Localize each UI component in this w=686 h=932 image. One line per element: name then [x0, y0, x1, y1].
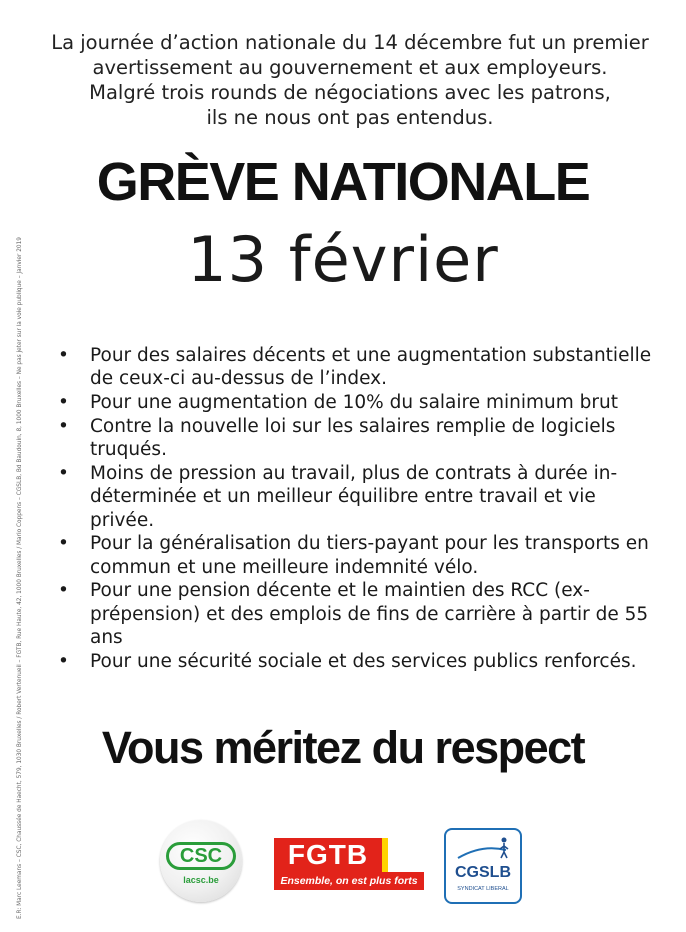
cgslb-figure-icon	[454, 836, 514, 862]
csc-logo-site: lacsc.be	[183, 875, 219, 885]
list-item	[58, 650, 658, 673]
list-item	[58, 462, 658, 532]
fgtb-logo-tagline: Ensemble, on est plus forts	[274, 872, 424, 890]
bullet-icon: •	[58, 580, 69, 602]
list-item	[58, 532, 658, 579]
intro-line: ils ne nous ont pas entendus.	[206, 106, 494, 129]
list-item	[58, 344, 658, 391]
demands-list	[58, 344, 658, 674]
bullet-icon: •	[58, 462, 69, 484]
fgtb-accent-bar	[382, 838, 388, 872]
list-item	[58, 391, 658, 414]
slogan: Vous méritez du respect	[101, 722, 585, 773]
cgslb-logo-subtitle: SYNDICAT LIBERAL	[457, 886, 509, 892]
bullet-icon: •	[58, 345, 69, 366]
csc-logo	[160, 820, 242, 902]
list-item-text: Pour une pension décente et le maintien des RCC (ex-prépension) et des emplois de fins de carrière à partir de 55 ans	[90, 580, 649, 649]
csc-logo-name: CSC	[166, 842, 236, 870]
strike-date: 13 février	[187, 223, 499, 296]
bullet-icon: •	[58, 650, 69, 672]
bullet-icon: •	[58, 533, 69, 555]
intro-text	[40, 30, 660, 130]
list-item-text: Contre la nouvelle loi sur les salaires remplie de logiciels truqués.	[90, 415, 616, 461]
intro-line: Malgré trois rounds de négociations avec les patrons,	[89, 81, 611, 104]
intro-line: avertissement au gouvernement et aux employeurs.	[92, 56, 608, 79]
cgslb-logo	[444, 828, 522, 904]
list-item-text: Moins de pression au travail, plus de contrats à durée in-déterminée et un meilleur équilibre entre travail et vie privée.	[90, 462, 618, 531]
bullet-icon: •	[58, 415, 69, 437]
list-item	[58, 579, 658, 649]
cgslb-logo-name: CGSLB	[455, 864, 511, 881]
legal-notice: E.R: Marc Leemans – CSC, Chaussée de Haecht, 579, 1030 Bruxelles / Robert Vertenueil – FGTB, Rue Haute, 42, 1000 Bruxelles / Mario Coppens – CGSLB, Bd Baudouin, 8, 1000 Bruxelles – Ne pas jeter sur la voie publique – Janvier 2019	[17, 237, 23, 919]
fgtb-logo	[274, 838, 424, 894]
intro-line: La journée d’action nationale du 14 décembre fut un premier	[51, 31, 649, 54]
list-item-text: Pour une sécurité sociale et des services publics renforcés.	[90, 650, 637, 672]
list-item-text: Pour la généralisation du tiers-payant pour les transports en commun et une meilleure indemnité vélo.	[90, 533, 649, 578]
bullet-icon: •	[58, 392, 69, 414]
fgtb-logo-name: FGTB	[274, 838, 382, 872]
list-item	[58, 415, 658, 462]
list-item-text: Pour des salaires décents et une augmentation substantielle de ceux-ci au-dessus de l’index.	[90, 345, 652, 390]
list-item-text: Pour une augmentation de 10% du salaire minimum brut	[90, 392, 618, 414]
page-title: GRÈVE NATIONALE	[96, 152, 590, 212]
